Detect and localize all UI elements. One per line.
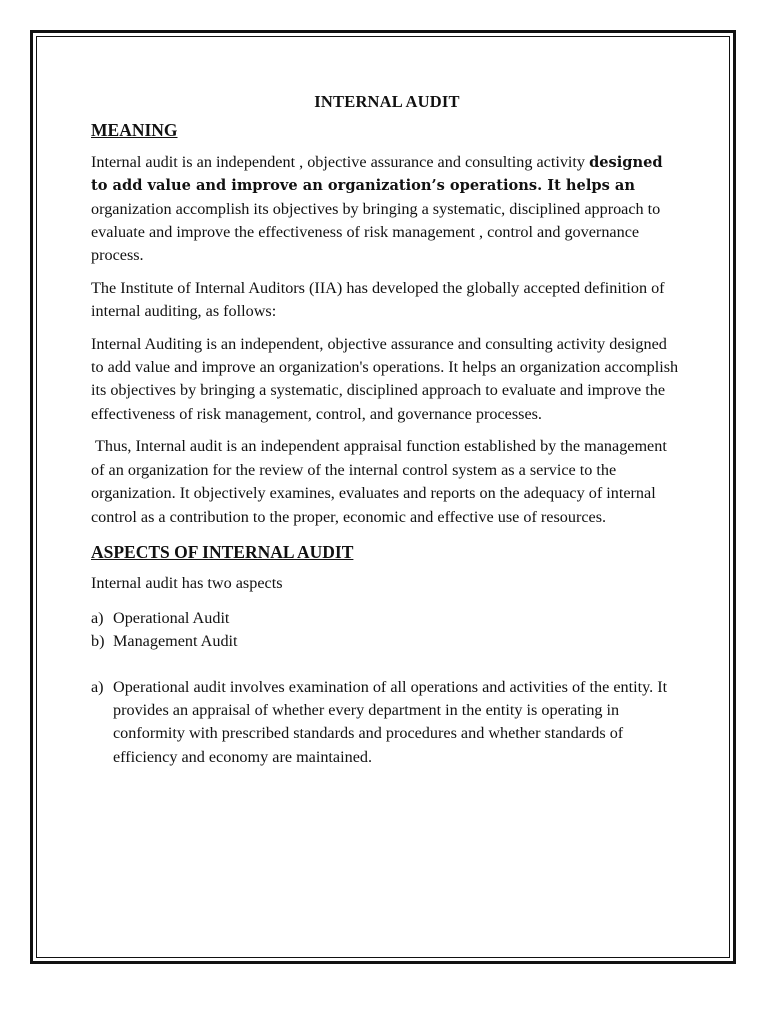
meaning-p1-start: Internal audit is an independent , objective assurance and consulting activity xyxy=(91,152,590,171)
document-title: INTERNAL AUDIT xyxy=(314,92,460,111)
spacer xyxy=(91,654,683,676)
meaning-paragraph-1 xyxy=(91,151,683,268)
aspects-intro: Internal audit has two aspects xyxy=(91,574,283,593)
meaning-p1-end: organization accomplish its objectives by bringing a systematic, disciplined approach to evaluate and improve the effectiveness of risk management , control and governance process. xyxy=(91,199,661,265)
meaning-paragraph-2: The Institute of Internal Auditors (IIA) has developed the globally accepted definition of internal auditing, as follows: xyxy=(91,278,665,321)
document-body xyxy=(91,90,683,769)
meaning-heading: MEANING xyxy=(91,120,178,141)
meaning-paragraph-4: Thus, Internal audit is an independent appraisal function established by the management of an organization for the review of the internal control system as a service to the organization. It objectively examines, evaluates and reports on the adequacy of internal control as a contribution to the proper, economic and effective use of resources. xyxy=(91,437,671,526)
aspects-heading: ASPECTS OF INTERNAL AUDIT xyxy=(91,541,354,562)
meaning-p1-bold: designed to add value and improve an organization’s operations. It helps an xyxy=(91,153,663,195)
list-marker: a) xyxy=(91,677,104,696)
operational-audit-text: Operational audit involves examination of all operations and activities of the entity. It provides an appraisal of whether every department in the entity is operating in conformity with prescribed standards and procedures and whether standards of efficiency and economy are maintained. xyxy=(113,677,668,766)
list-marker: b) xyxy=(91,632,105,651)
list-item-text: Operational Audit xyxy=(113,608,230,627)
meaning-paragraph-3: Internal Auditing is an independent, objective assurance and consulting activity designed to add value and improve an organization's operations. It helps an organization accomplish its objectives by bringing a systematic, disciplined approach to evaluate and improve the effectiveness of risk management, control, and governance processes. xyxy=(91,334,679,423)
aspects-list xyxy=(91,607,683,654)
list-item xyxy=(91,607,683,630)
list-item xyxy=(91,630,683,653)
operational-audit-detail xyxy=(91,676,683,770)
list-item-text: Management Audit xyxy=(113,632,238,651)
list-marker: a) xyxy=(91,608,104,627)
